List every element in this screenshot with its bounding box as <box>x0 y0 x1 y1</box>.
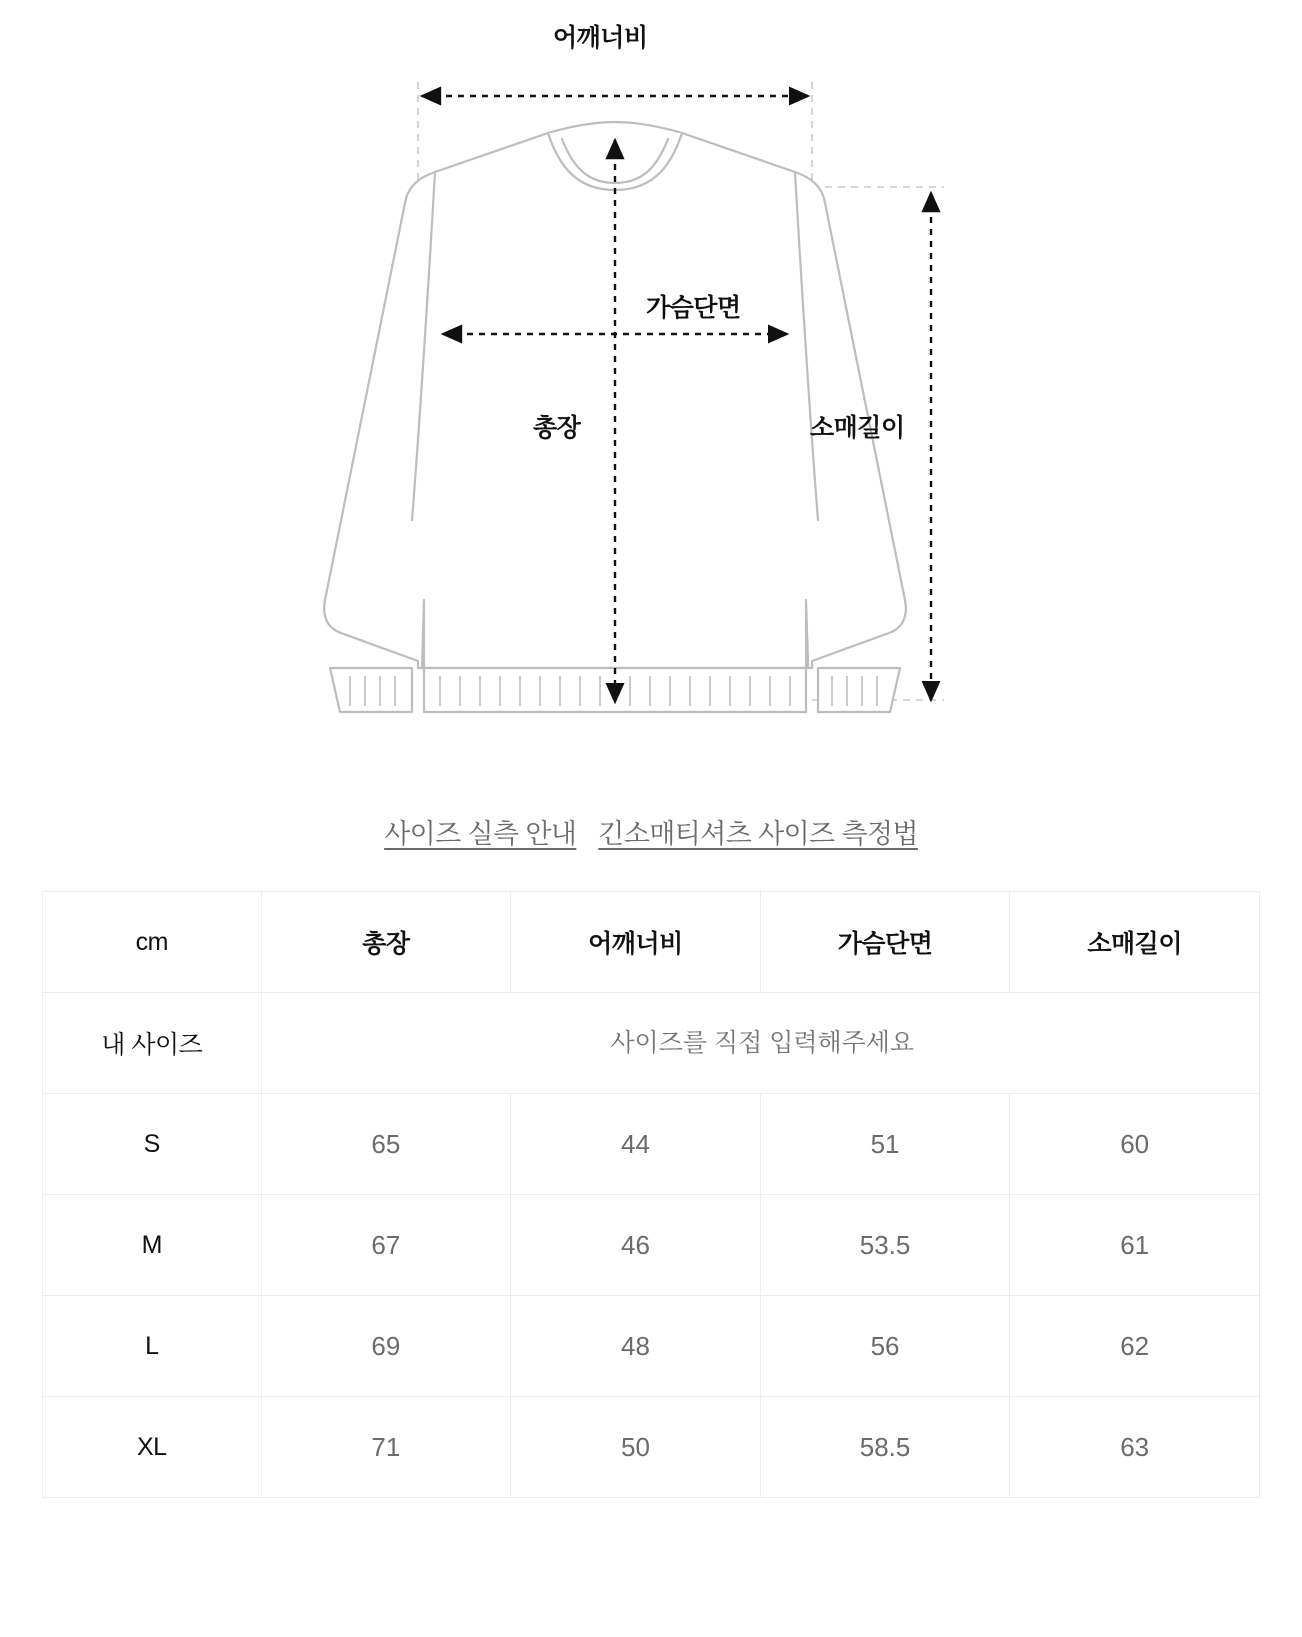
cell-m-shoulder: 46 <box>511 1195 761 1296</box>
cell-s-chest: 51 <box>760 1094 1010 1195</box>
link-measure-method[interactable]: 긴소매티셔츠 사이즈 측정법 <box>598 819 918 849</box>
row-label-xl: XL <box>43 1397 262 1498</box>
size-table <box>42 891 1260 1498</box>
my-size-input-cell[interactable] <box>261 993 1259 1094</box>
header-sleeve: 소매길이 <box>1010 892 1260 993</box>
table-row <box>43 1296 1260 1397</box>
table-row <box>43 1094 1260 1195</box>
my-size-label: 내 사이즈 <box>43 993 262 1094</box>
header-chest: 가슴단면 <box>760 892 1010 993</box>
cell-l-total-length: 69 <box>261 1296 511 1397</box>
row-label-s: S <box>43 1094 262 1195</box>
my-size-row <box>43 993 1260 1094</box>
dimension-label-sleeve: 소매길이 <box>810 414 905 442</box>
header-shoulder: 어깨너비 <box>511 892 761 993</box>
cell-s-sleeve: 60 <box>1010 1094 1260 1195</box>
dimension-label-shoulder: 어깨너비 <box>553 24 648 52</box>
header-total-length: 총장 <box>261 892 511 993</box>
cell-xl-total-length: 71 <box>261 1397 511 1498</box>
cell-l-chest: 56 <box>760 1296 1010 1397</box>
cell-xl-sleeve: 63 <box>1010 1397 1260 1498</box>
row-label-m: M <box>43 1195 262 1296</box>
garment-illustration <box>0 0 1302 790</box>
my-size-input[interactable] <box>263 1028 1262 1059</box>
cell-s-total-length: 65 <box>261 1094 511 1195</box>
cell-m-total-length: 67 <box>261 1195 511 1296</box>
row-label-l: L <box>43 1296 262 1397</box>
cell-m-sleeve: 61 <box>1010 1195 1260 1296</box>
table-header-row <box>43 892 1260 993</box>
cell-xl-shoulder: 50 <box>511 1397 761 1498</box>
cell-l-shoulder: 48 <box>511 1296 761 1397</box>
guide-links <box>0 812 1302 851</box>
cell-s-shoulder: 44 <box>511 1094 761 1195</box>
link-measure-guide[interactable]: 사이즈 실측 안내 <box>384 819 577 849</box>
size-table-container <box>0 891 1302 1498</box>
table-row <box>43 1195 1260 1296</box>
header-unit: cm <box>43 892 262 993</box>
cell-l-sleeve: 62 <box>1010 1296 1260 1397</box>
table-row <box>43 1397 1260 1498</box>
dimension-label-length: 총장 <box>533 414 581 442</box>
cell-xl-chest: 58.5 <box>760 1397 1010 1498</box>
size-diagram <box>0 0 1302 790</box>
cell-m-chest: 53.5 <box>760 1195 1010 1296</box>
dimension-label-chest: 가슴단면 <box>646 294 741 322</box>
